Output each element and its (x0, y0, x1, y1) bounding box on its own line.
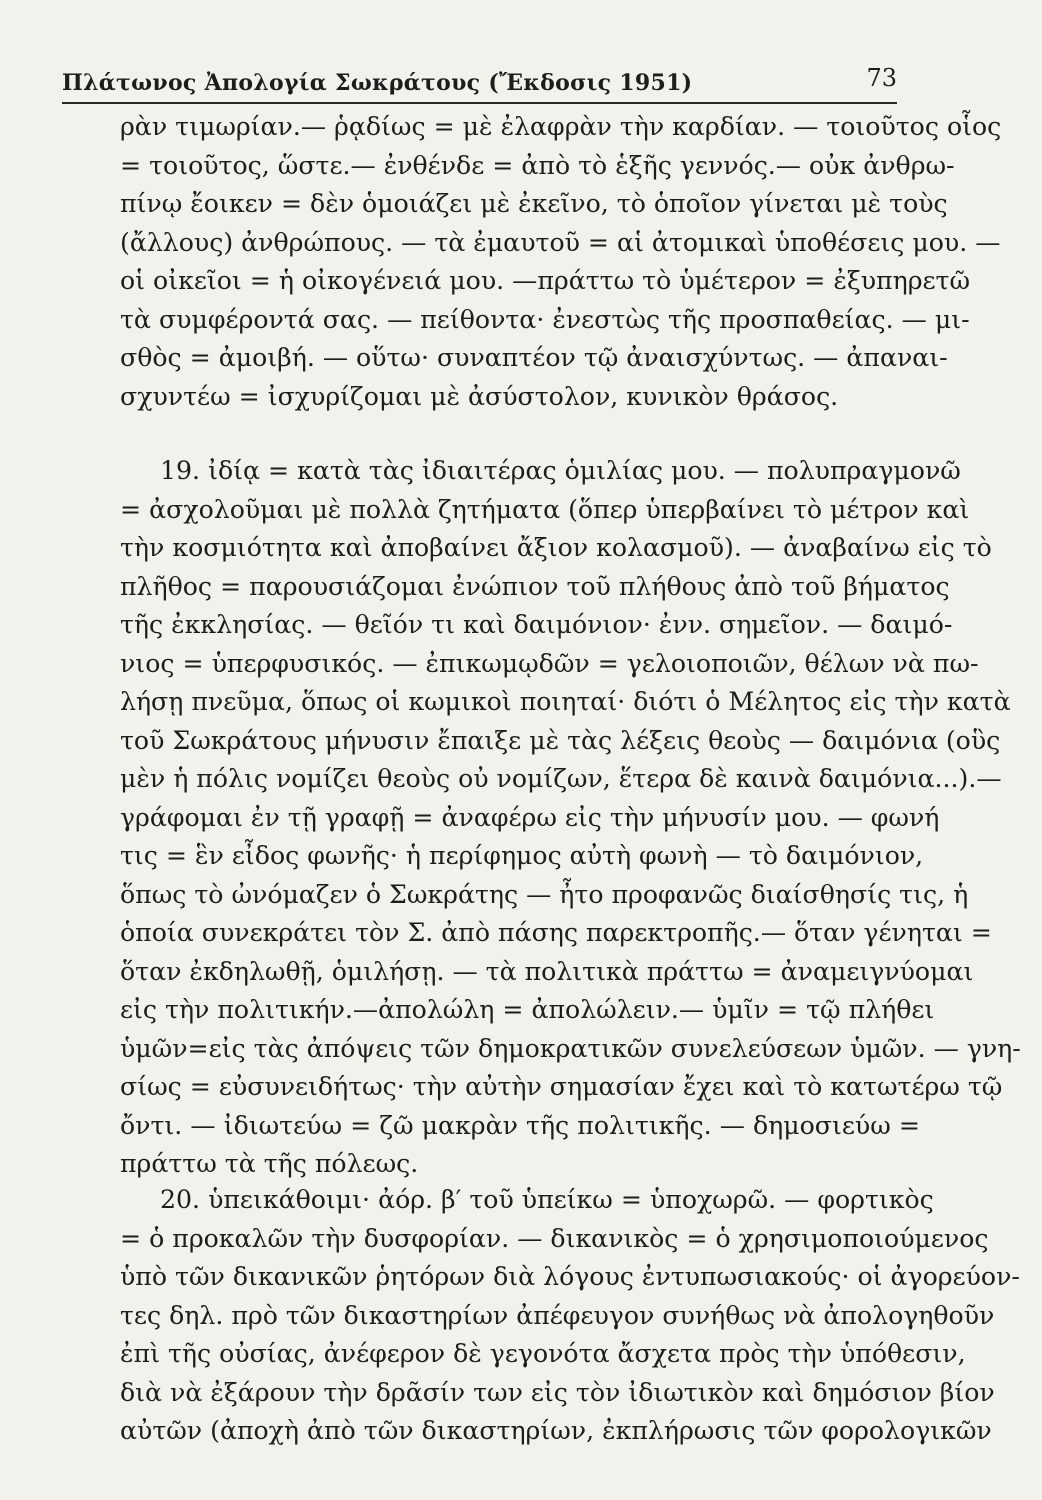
text-line: οἱ οἰκεῖοι = ἡ οἰκογένειά μου. —πράττω τὸ ὑμέτερον = ἐξυπηρετῶ (120, 266, 971, 295)
text-line: τες δηλ. πρὸ τῶν δικαστηρίων ἀπέφευγον συνήθως νὰ ἀπολογηθοῦν (120, 1300, 995, 1330)
paragraph-19 (120, 452, 1021, 1184)
text-line: ὄντι. — ἰδιωτεύω = ζῶ μακρὰν τῆς πολιτικῆς. — δημοσιεύω = (120, 1110, 920, 1140)
text-line: ἐπὶ τῆς οὐσίας, ἀνέφερον δὲ γεγονότα ἄσχετα πρὸς τὴν ὑπόθεσιν, (120, 1339, 966, 1368)
text-line: τῆς ἐκκλησίας. — θεῖόν τι καὶ δαιμόνιον· ἐνν. σημεῖον. — δαιμό- (120, 610, 953, 639)
paragraph-18-continued (120, 108, 1002, 416)
text-line: διὰ νὰ ἐξάρουν τὴν δρᾶσίν των εἰς τὸν ἰδιωτικὸν καὶ δημόσιον βίον (120, 1377, 995, 1407)
text-line: τὰ συμφέροντά σας. — πείθοντα· ἐνεστὼς τῆς προσπαθείας. — μι- (120, 304, 970, 334)
paragraph-20 (120, 1181, 1020, 1451)
text-line: νιος = ὑπερφυσικός. — ἐπικωμῳδῶν = γελοιοποιῶν, θέλων νὰ πω- (120, 648, 979, 678)
text-line: μὲν ἡ πόλις νομίζει θεοὺς οὐ νομίζων, ἕτερα δὲ καινὰ δαιμόνια...).— (120, 764, 1002, 793)
text-line: ὅπως τὸ ὠνόμαζεν ὁ Σωκράτης — ἦτο προφανῶς διαίσθησίς τις, ἡ (120, 879, 969, 909)
text-line: ρὰν τιμωρίαν.— ῥᾳδίως = μὲ ἐλαφρὰν τὴν καρδίαν. — τοιοῦτος οἷος (120, 112, 1002, 141)
text-line: (ἄλλους) ἀνθρώπους. — τὰ ἐμαυτοῦ = αἱ ἀτομικαὶ ὑποθέσεις μου. — (120, 227, 1001, 257)
text-line: 19. ἰδίᾳ = κατὰ τὰς ἰδιαιτέρας ὁμιλίας μου. — πολυπραγμονῶ (160, 456, 961, 485)
text-line: σχυντέω = ἰσχυρίζομαι μὲ ἀσύστολον, κυνικὸν θράσος. (120, 381, 839, 411)
text-line: τὴν κοσμιότητα καὶ ἀποβαίνει ἄξιον κολασμοῦ). — ἀναβαίνω εἰς τὸ (120, 533, 992, 562)
text-line: ὁποία συνεκράτει τὸν Σ. ἀπὸ πάσης παρεκτροπῆς.— ὅταν γένηται = (120, 918, 992, 947)
text-line: ὅταν ἐκδηλωθῇ, ὁμιλήσῃ. — τὰ πολιτικὰ πράττω = ἀναμειγνύομαι (120, 956, 974, 986)
text-line: γράφομαι ἐν τῇ γραφῇ = ἀναφέρω εἰς τὴν μήνυσίν μου. — φωνή (120, 802, 940, 832)
running-header (62, 64, 897, 104)
text-line: ὑπὸ τῶν δικανικῶν ῥητόρων διὰ λόγους ἐντυπωσιακούς· οἱ ἀγορεύον- (120, 1262, 1020, 1291)
page-number: 73 (866, 64, 897, 92)
text-line: εἰς τὴν πολιτικήν.—ἀπολώλη = ἀπολώλειν.— ὑμῖν = τῷ πλήθει (120, 995, 935, 1024)
text-line: σίως = εὐσυνειδήτως· τὴν αὐτὴν σημασίαν ἔχει καὶ τὸ κατωτέρω τῷ (120, 1072, 1003, 1101)
text-line: πίνῳ ἔοικεν = δὲν ὁμοιάζει μὲ ἐκεῖνο, τὸ ὁποῖον γίνεται μὲ τοὺς (120, 189, 948, 218)
text-line: = ὁ προκαλῶν τὴν δυσφορίαν. — δικανικὸς = ὁ χρησιμοποιούμενος (120, 1223, 989, 1253)
text-line: 20. ὑπεικάθοιμι· ἀόρ. β′ τοῦ ὑπείκω = ὑποχωρῶ. — φορτικὸς (160, 1185, 934, 1214)
text-line: σθὸς = ἀμοιβή. — οὕτω· συναπτέον τῷ ἀναισχύντως. — ἀπαναι- (120, 343, 948, 372)
header-rule (62, 102, 897, 104)
header-title: Πλάτωνος Ἀπολογία Σωκράτους (Ἔκδοσις 1951) (62, 70, 693, 96)
text-line: λήσῃ πνεῦμα, ὅπως οἱ κωμικοὶ ποιηταί· διότι ὁ Μέλητος εἰς τὴν κατὰ (120, 687, 1011, 716)
text-line: πράττω τὰ τῆς πόλεως. (120, 1149, 419, 1178)
text-line: = ἀσχολοῦμαι μὲ πολλὰ ζητήματα (ὅπερ ὑπερβαίνει τὸ μέτρον καὶ (120, 494, 970, 524)
text-line: πλῆθος = παρουσιάζομαι ἐνώπιον τοῦ πλήθους ἀπὸ τοῦ βήματος (120, 571, 950, 601)
text-line: τοῦ Σωκράτους μήνυσιν ἔπαιξε μὲ τὰς λέξεις θεοὺς — δαιμόνια (οὓς (120, 725, 1001, 755)
text-line: ὑμῶν=εἰς τὰς ἀπόψεις τῶν δημοκρατικῶν συνελεύσεων ὑμῶν. — γνη- (120, 1033, 1021, 1063)
text-line: = τοιοῦτος, ὥστε.— ἐνθένδε = ἀπὸ τὸ ἑξῆς γεννός.— οὐκ ἀνθρω- (120, 150, 955, 180)
text-line: αὐτῶν (ἀποχὴ ἀπὸ τῶν δικαστηρίων, ἐκπλήρωσις τῶν φορολογικῶν (120, 1416, 992, 1445)
text-line: τις = ἓν εἶδος φωνῆς· ἡ περίφημος αὐτὴ φωνὴ — τὸ δαιμόνιον, (120, 841, 924, 870)
